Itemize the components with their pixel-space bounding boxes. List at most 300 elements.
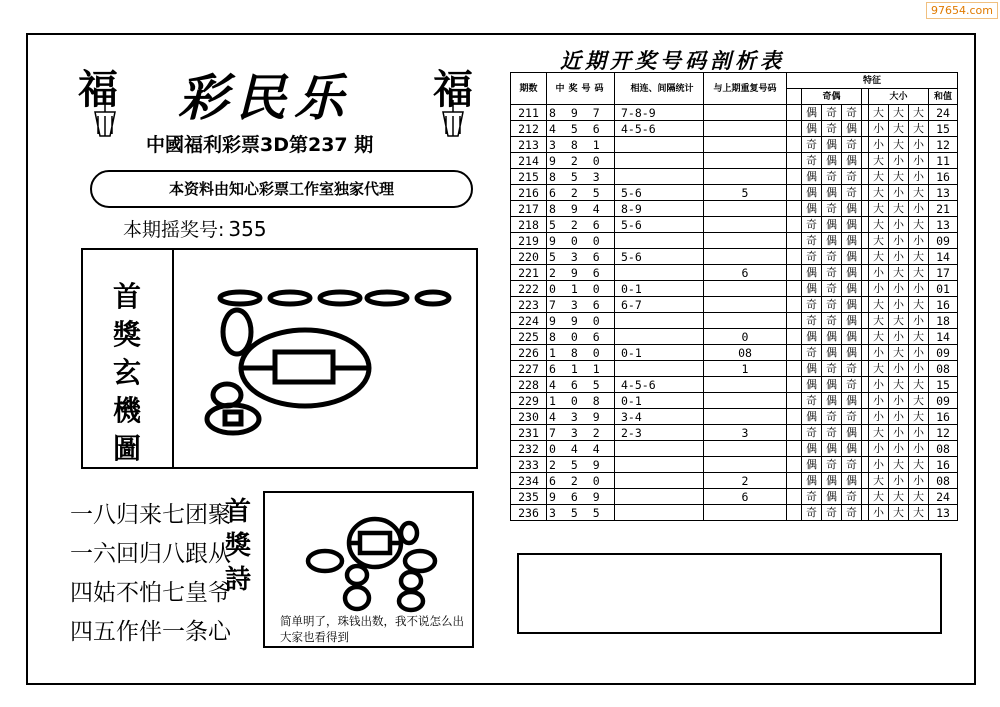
spacer-cell <box>787 105 802 121</box>
sum-cell: 13 <box>929 217 958 233</box>
odd-even-cell: 偶 <box>822 233 842 249</box>
repeat-cell <box>704 121 787 137</box>
spacer-cell <box>787 249 802 265</box>
odd-even-cell: 偶 <box>842 121 862 137</box>
number-cell: 9 0 0 <box>547 233 615 249</box>
period-cell: 214 <box>511 153 547 169</box>
big-small-cell: 大 <box>889 265 909 281</box>
odd-even-cell: 奇 <box>842 137 862 153</box>
table-row <box>511 105 958 121</box>
odd-even-cell: 奇 <box>822 361 842 377</box>
big-small-cell: 小 <box>889 185 909 201</box>
spacer-cell <box>787 313 802 329</box>
agent-banner: 本资料由知心彩票工作室独家代理 <box>90 170 473 208</box>
col-repeat: 与上期重复号码 <box>704 73 787 105</box>
big-small-cell: 大 <box>909 393 929 409</box>
analysis-table <box>510 72 958 521</box>
spacer-cell <box>862 489 869 505</box>
number-cell: 6 2 0 <box>547 473 615 489</box>
hidden-cell: 6-7 <box>615 297 704 313</box>
odd-even-cell: 奇 <box>842 457 862 473</box>
spacer-cell <box>787 361 802 377</box>
spacer-cell <box>787 441 802 457</box>
issue-title: 中國福利彩票3D第237 期 <box>146 134 374 156</box>
spacer-cell <box>787 457 802 473</box>
abacus-drawing <box>175 252 475 467</box>
number-cell: 8 9 4 <box>547 201 615 217</box>
repeat-cell <box>704 313 787 329</box>
big-small-cell: 大 <box>869 217 889 233</box>
odd-even-cell: 奇 <box>822 457 842 473</box>
odd-even-cell: 偶 <box>842 425 862 441</box>
odd-even-cell: 偶 <box>802 265 822 281</box>
sum-cell: 24 <box>929 105 958 121</box>
sum-cell: 16 <box>929 457 958 473</box>
hidden-cell <box>615 505 704 521</box>
repeat-cell: 5 <box>704 185 787 201</box>
odd-even-cell: 奇 <box>822 505 842 521</box>
odd-even-cell: 奇 <box>822 281 842 297</box>
spacer-cell <box>787 201 802 217</box>
number-cell: 8 9 7 <box>547 105 615 121</box>
table-row <box>511 457 958 473</box>
title-char: 首 <box>112 280 141 313</box>
col-hidden: 相连、间隔统计 <box>615 73 704 105</box>
table-row <box>511 217 958 233</box>
odd-even-cell: 偶 <box>822 137 842 153</box>
hidden-cell <box>615 153 704 169</box>
hidden-cell <box>615 265 704 281</box>
big-small-cell: 大 <box>889 169 909 185</box>
site-watermark: 97654.com <box>926 2 998 19</box>
number-cell: 6 1 1 <box>547 361 615 377</box>
sum-cell: 12 <box>929 137 958 153</box>
fu-right-logo: 福 <box>433 66 473 113</box>
spacer-cell <box>862 281 869 297</box>
sum-cell: 15 <box>929 121 958 137</box>
big-small-cell: 小 <box>889 473 909 489</box>
odd-even-cell: 奇 <box>802 217 822 233</box>
big-small-cell: 小 <box>889 409 909 425</box>
sum-cell: 09 <box>929 233 958 249</box>
odd-even-cell: 偶 <box>802 121 822 137</box>
spacer-cell <box>862 393 869 409</box>
hint-picture-box <box>263 491 474 648</box>
big-small-cell: 小 <box>869 377 889 393</box>
hidden-cell: 7-8-9 <box>615 105 704 121</box>
repeat-cell: 6 <box>704 489 787 505</box>
big-small-cell: 小 <box>909 441 929 457</box>
odd-even-cell: 奇 <box>802 505 822 521</box>
odd-even-cell: 奇 <box>802 137 822 153</box>
odd-even-cell: 偶 <box>822 441 842 457</box>
spacer-cell <box>787 377 802 393</box>
number-cell: 2 9 6 <box>547 265 615 281</box>
draw-label: 本期摇奖号: <box>123 219 225 241</box>
table-row <box>511 489 958 505</box>
spacer-cell <box>862 153 869 169</box>
big-small-cell: 大 <box>889 201 909 217</box>
table-row <box>511 169 958 185</box>
spacer-cell <box>862 249 869 265</box>
period-cell: 229 <box>511 393 547 409</box>
odd-even-cell: 偶 <box>842 249 862 265</box>
spacer-cell <box>787 217 802 233</box>
number-cell: 5 3 6 <box>547 249 615 265</box>
col-odd-even: 奇偶 <box>802 89 862 105</box>
odd-even-cell: 偶 <box>822 329 842 345</box>
spacer-cell <box>787 153 802 169</box>
odd-even-cell: 偶 <box>802 377 822 393</box>
odd-even-cell: 奇 <box>842 505 862 521</box>
odd-even-cell: 偶 <box>842 297 862 313</box>
brand-logo-text: 彩民乐 <box>178 68 352 127</box>
big-small-cell: 小 <box>889 281 909 297</box>
spacer-cell <box>862 169 869 185</box>
table-row <box>511 361 958 377</box>
big-small-cell: 小 <box>889 217 909 233</box>
period-cell: 218 <box>511 217 547 233</box>
big-small-cell: 大 <box>909 457 929 473</box>
col-period: 期数 <box>511 73 547 105</box>
table-row <box>511 505 958 521</box>
odd-even-cell: 偶 <box>822 217 842 233</box>
number-cell: 4 3 9 <box>547 409 615 425</box>
odd-even-cell: 偶 <box>822 185 842 201</box>
repeat-cell: 2 <box>704 473 787 489</box>
big-small-cell: 大 <box>889 505 909 521</box>
odd-even-cell: 奇 <box>802 249 822 265</box>
odd-even-cell: 奇 <box>802 393 822 409</box>
big-small-cell: 大 <box>909 377 929 393</box>
period-cell: 219 <box>511 233 547 249</box>
big-small-cell: 大 <box>889 121 909 137</box>
odd-even-cell: 偶 <box>842 345 862 361</box>
box-divider <box>172 250 174 467</box>
number-cell: 9 9 0 <box>547 313 615 329</box>
col-sum: 和值 <box>929 89 958 105</box>
fu-left-logo: 福 <box>78 66 118 113</box>
odd-even-cell: 奇 <box>822 409 842 425</box>
big-small-cell: 大 <box>869 361 889 377</box>
title-char: 圖 <box>112 432 141 465</box>
repeat-cell: 0 <box>704 329 787 345</box>
hidden-cell: 8-9 <box>615 201 704 217</box>
table-row <box>511 297 958 313</box>
big-small-cell: 大 <box>869 313 889 329</box>
spacer-cell <box>862 137 869 153</box>
hidden-cell <box>615 137 704 153</box>
repeat-cell <box>704 505 787 521</box>
big-small-cell: 大 <box>909 489 929 505</box>
poem-line: 一八归来七团聚 <box>70 502 231 528</box>
big-small-cell: 小 <box>909 281 929 297</box>
repeat-cell: 1 <box>704 361 787 377</box>
spacer-cell <box>787 297 802 313</box>
spacer-cell <box>787 489 802 505</box>
odd-even-cell: 奇 <box>822 249 842 265</box>
spacer-cell <box>787 137 802 153</box>
spacer-cell <box>862 265 869 281</box>
sum-cell: 16 <box>929 297 958 313</box>
big-small-cell: 小 <box>869 345 889 361</box>
period-cell: 228 <box>511 377 547 393</box>
repeat-cell: 3 <box>704 425 787 441</box>
hidden-cell <box>615 233 704 249</box>
table-row <box>511 153 958 169</box>
spacer-cell <box>787 233 802 249</box>
table-row <box>511 233 958 249</box>
title-char: 詩 <box>224 565 251 595</box>
col-big-small: 大小 <box>869 89 929 105</box>
period-cell: 230 <box>511 409 547 425</box>
big-small-cell: 小 <box>909 425 929 441</box>
spacer-cell <box>862 361 869 377</box>
spacer-cell <box>787 265 802 281</box>
odd-even-cell: 奇 <box>822 105 842 121</box>
odd-even-cell: 偶 <box>842 329 862 345</box>
hidden-cell: 4-5-6 <box>615 121 704 137</box>
spacer-cell <box>862 329 869 345</box>
hidden-cell: 4-5-6 <box>615 377 704 393</box>
odd-even-cell: 奇 <box>842 105 862 121</box>
number-cell: 8 5 3 <box>547 169 615 185</box>
odd-even-cell: 偶 <box>842 393 862 409</box>
draw-number-line <box>123 215 267 242</box>
big-small-cell: 大 <box>869 489 889 505</box>
big-small-cell: 大 <box>889 137 909 153</box>
sum-cell: 08 <box>929 473 958 489</box>
puzzle-title-vertical <box>107 278 147 468</box>
big-small-cell: 大 <box>869 169 889 185</box>
number-cell: 1 0 8 <box>547 393 615 409</box>
repeat-cell <box>704 217 787 233</box>
big-small-cell: 大 <box>869 249 889 265</box>
repeat-cell: 08 <box>704 345 787 361</box>
repeat-cell <box>704 105 787 121</box>
period-cell: 211 <box>511 105 547 121</box>
odd-even-cell: 偶 <box>802 361 822 377</box>
period-cell: 234 <box>511 473 547 489</box>
repeat-cell <box>704 297 787 313</box>
odd-even-cell: 偶 <box>842 281 862 297</box>
big-small-cell: 大 <box>909 409 929 425</box>
spacer-cell <box>787 425 802 441</box>
sum-cell: 24 <box>929 489 958 505</box>
period-cell: 224 <box>511 313 547 329</box>
title-char: 機 <box>112 394 141 427</box>
title-char: 首 <box>224 497 251 527</box>
table-row <box>511 473 958 489</box>
spacer-cell <box>787 473 802 489</box>
sum-cell: 13 <box>929 185 958 201</box>
spacer-cell <box>862 185 869 201</box>
big-small-cell: 小 <box>909 345 929 361</box>
spacer-cell <box>862 201 869 217</box>
number-cell: 9 6 9 <box>547 489 615 505</box>
title-char: 獎 <box>224 531 251 561</box>
table-row <box>511 313 958 329</box>
odd-even-cell: 偶 <box>802 281 822 297</box>
repeat-cell <box>704 153 787 169</box>
sum-cell: 14 <box>929 329 958 345</box>
big-small-cell: 大 <box>869 233 889 249</box>
odd-even-cell: 偶 <box>842 441 862 457</box>
hidden-cell: 5-6 <box>615 185 704 201</box>
draw-value: 355 <box>228 217 267 241</box>
number-cell: 9 2 0 <box>547 153 615 169</box>
number-cell: 7 3 6 <box>547 297 615 313</box>
period-cell: 233 <box>511 457 547 473</box>
odd-even-cell: 偶 <box>802 409 822 425</box>
spacer-cell <box>862 473 869 489</box>
odd-even-cell: 奇 <box>842 185 862 201</box>
odd-even-cell: 偶 <box>842 153 862 169</box>
spacer-cell <box>787 393 802 409</box>
hidden-cell: 2-3 <box>615 425 704 441</box>
table-row <box>511 377 958 393</box>
number-cell: 2 5 9 <box>547 457 615 473</box>
number-cell: 3 8 1 <box>547 137 615 153</box>
spacer-cell <box>787 185 802 201</box>
number-cell: 6 2 5 <box>547 185 615 201</box>
odd-even-cell: 奇 <box>802 153 822 169</box>
big-small-cell: 小 <box>889 233 909 249</box>
big-small-cell: 大 <box>889 457 909 473</box>
big-small-cell: 小 <box>889 153 909 169</box>
table-row <box>511 329 958 345</box>
big-small-cell: 大 <box>869 201 889 217</box>
big-small-cell: 小 <box>869 393 889 409</box>
hidden-cell: 3-4 <box>615 409 704 425</box>
spacer-cell <box>862 441 869 457</box>
period-cell: 215 <box>511 169 547 185</box>
number-cell: 0 1 0 <box>547 281 615 297</box>
table-row <box>511 345 958 361</box>
hidden-cell: 5-6 <box>615 249 704 265</box>
big-small-cell: 大 <box>889 105 909 121</box>
big-small-cell: 大 <box>909 265 929 281</box>
poem-line: 四五作伴一条心 <box>70 619 231 645</box>
period-cell: 232 <box>511 441 547 457</box>
number-cell: 3 5 5 <box>547 505 615 521</box>
big-small-cell: 大 <box>869 473 889 489</box>
spacer-cell <box>862 297 869 313</box>
sum-cell: 08 <box>929 361 958 377</box>
period-cell: 225 <box>511 329 547 345</box>
repeat-cell <box>704 249 787 265</box>
odd-even-cell: 奇 <box>822 201 842 217</box>
odd-even-cell: 偶 <box>822 345 842 361</box>
spacer-cell <box>787 409 802 425</box>
odd-even-cell: 偶 <box>842 217 862 233</box>
table-row <box>511 265 958 281</box>
odd-even-cell: 偶 <box>822 489 842 505</box>
hidden-cell <box>615 361 704 377</box>
big-small-cell: 大 <box>889 313 909 329</box>
big-small-cell: 小 <box>889 425 909 441</box>
odd-even-cell: 奇 <box>822 265 842 281</box>
spacer-cell <box>862 505 869 521</box>
spacer-cell <box>862 425 869 441</box>
big-small-cell: 大 <box>869 425 889 441</box>
hidden-cell <box>615 169 704 185</box>
poem-line: 一六回归八跟从 <box>70 541 231 567</box>
big-small-cell: 大 <box>909 185 929 201</box>
big-small-cell: 小 <box>909 473 929 489</box>
hidden-cell <box>615 473 704 489</box>
odd-even-cell: 奇 <box>802 297 822 313</box>
big-small-cell: 大 <box>869 153 889 169</box>
big-small-cell: 大 <box>889 345 909 361</box>
number-cell: 5 2 6 <box>547 217 615 233</box>
big-small-cell: 大 <box>869 185 889 201</box>
number-cell: 8 0 6 <box>547 329 615 345</box>
big-small-cell: 大 <box>909 297 929 313</box>
hidden-cell <box>615 457 704 473</box>
spacer-cell <box>862 377 869 393</box>
big-small-cell: 小 <box>909 201 929 217</box>
number-cell: 4 5 6 <box>547 121 615 137</box>
big-small-cell: 小 <box>889 361 909 377</box>
odd-even-cell: 偶 <box>802 169 822 185</box>
big-small-cell: 小 <box>889 297 909 313</box>
blank-note-box <box>517 553 942 634</box>
tassel-right-icon <box>428 100 478 140</box>
period-cell: 212 <box>511 121 547 137</box>
sum-cell: 11 <box>929 153 958 169</box>
spacer-cell <box>862 457 869 473</box>
odd-even-cell: 偶 <box>802 201 822 217</box>
spacer-cell <box>862 105 869 121</box>
odd-even-cell: 奇 <box>842 409 862 425</box>
prize-poem <box>70 496 231 652</box>
odd-even-cell: 偶 <box>822 473 842 489</box>
spacer-cell <box>787 169 802 185</box>
puzzle-chart-box <box>81 248 478 469</box>
big-small-cell: 小 <box>869 265 889 281</box>
repeat-cell: 6 <box>704 265 787 281</box>
big-small-cell: 小 <box>869 121 889 137</box>
period-cell: 220 <box>511 249 547 265</box>
table-row <box>511 185 958 201</box>
poem-title-vertical <box>220 495 256 597</box>
repeat-cell <box>704 409 787 425</box>
period-cell: 216 <box>511 185 547 201</box>
big-small-cell: 小 <box>869 137 889 153</box>
repeat-cell <box>704 457 787 473</box>
big-small-cell: 小 <box>909 313 929 329</box>
hidden-cell: 5-6 <box>615 217 704 233</box>
sum-cell: 12 <box>929 425 958 441</box>
big-small-cell: 大 <box>909 121 929 137</box>
odd-even-cell: 奇 <box>822 297 842 313</box>
big-small-cell: 小 <box>869 505 889 521</box>
odd-even-cell: 奇 <box>822 169 842 185</box>
odd-even-cell: 偶 <box>802 457 822 473</box>
big-small-cell: 小 <box>909 169 929 185</box>
odd-even-cell: 偶 <box>842 265 862 281</box>
period-cell: 231 <box>511 425 547 441</box>
sum-cell: 09 <box>929 393 958 409</box>
hint-caption: 简单明了，珠钱出数，我不说怎么出大家也看得到 <box>280 614 464 644</box>
odd-even-cell: 偶 <box>842 233 862 249</box>
col-feature: 特征 <box>787 73 958 89</box>
hidden-cell: 0-1 <box>615 393 704 409</box>
odd-even-cell: 奇 <box>802 345 822 361</box>
col-number: 中奖号码 <box>547 73 615 105</box>
spacer-cell <box>862 233 869 249</box>
